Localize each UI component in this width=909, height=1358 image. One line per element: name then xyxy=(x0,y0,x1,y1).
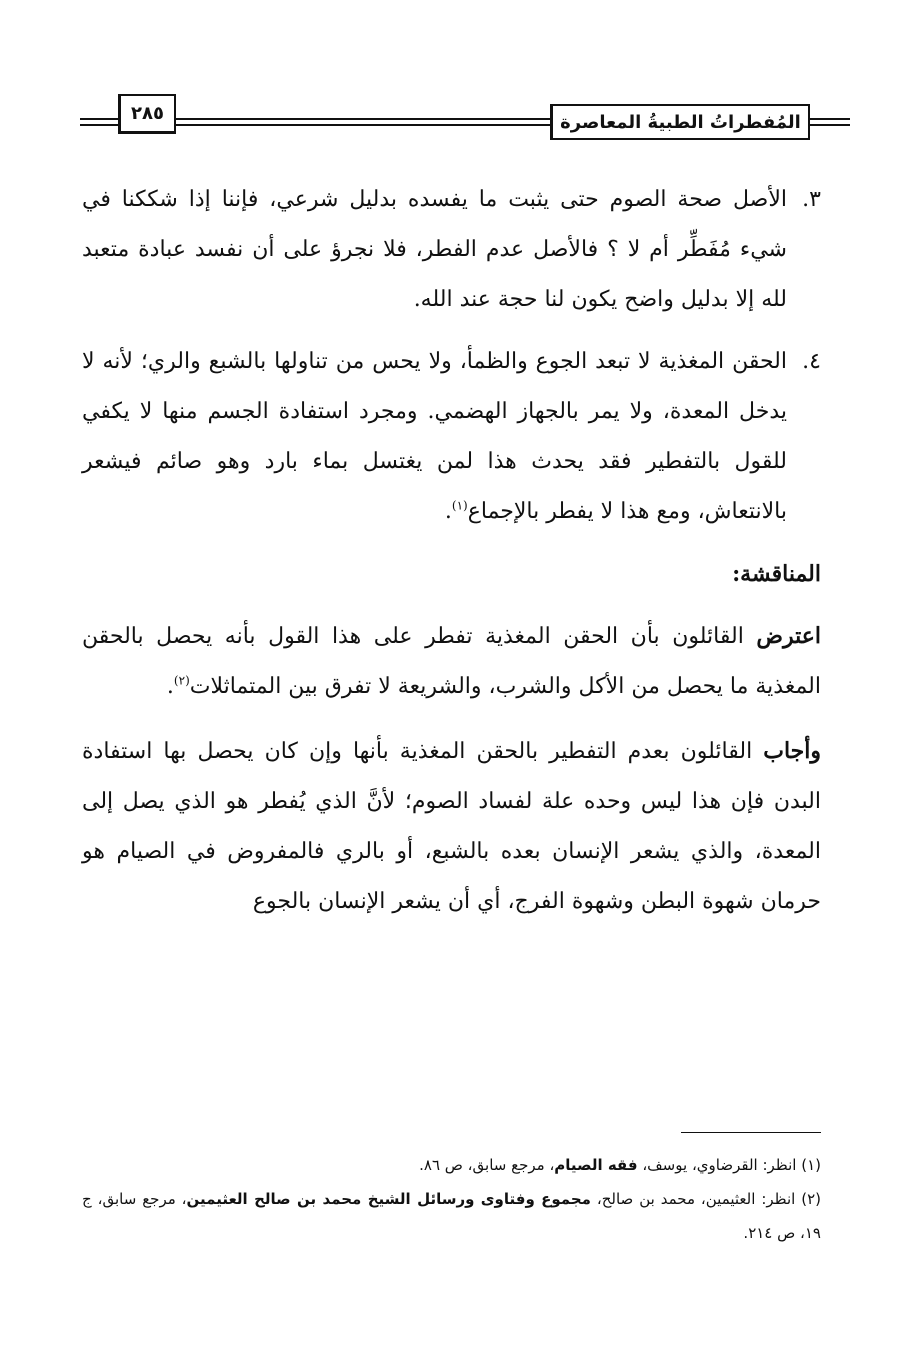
footnote-text: ، مرجع سابق، ج ١٩، ص ٢١٤. xyxy=(82,1190,821,1242)
list-item-text: الحقن المغذية لا تبعد الجوع والظمأ، ولا يحس من تناولها بالشبع والري؛ لأنه لا يدخل المعدة، ولا يمر بالجهاز الهضمي. ومجرد استفادة الجسم منها لا يكفي للقول بالتفطير فقد يحدث هذا لمن يغتسل بماء بارد وهو صائم فيشعر بالانتعاش، ومع هذا لا يفطر بالإجماع xyxy=(82,349,787,524)
sentence-end: . xyxy=(166,674,174,699)
footnote-title: فقه الصيام xyxy=(554,1156,638,1174)
paragraph-lead-word: اعترض xyxy=(756,623,821,649)
footnotes xyxy=(82,1148,821,1250)
list-item-number: ٤. xyxy=(802,349,821,374)
running-title: المُفطراتُ الطبيةُ المعاصرة xyxy=(550,104,810,140)
paragraph-text: القائلون بعدم التفطير بالحقن المغذية بأنها وإن كان يحصل بها استفادة البدن فإن هذا ليس وحده علة لفساد الصوم؛ لأنَّ الذي يُفطر هو الذي يصل إلى المعدة، والذي يشعر الإنسان بعده بالشبع، أو بالري فالمفروض في الصيام هو حرمان شهوة البطن وشهوة الفرج، أي أن يشعر الإنسان بالجوع xyxy=(82,739,821,914)
header-rule-left-2 xyxy=(80,124,118,126)
footnote-separator xyxy=(681,1132,821,1133)
footnote-reference[interactable]: (٢) xyxy=(173,673,190,688)
footnote-marker: (١) xyxy=(801,1156,821,1174)
footnote-text: انظر: القرضاوي، يوسف، xyxy=(637,1156,797,1174)
footnote xyxy=(82,1182,821,1250)
page-header xyxy=(80,88,850,148)
list-item-text: الأصل صحة الصوم حتى يثبت ما يفسده بدليل شرعي، فإننا إذا شككنا في شيء مُفَطِّر أم لا ؟ فالأصل عدم الفطر، فلا نجرؤ على أن نفسد عبادة متعبد لله إلا بدليل واضح يكون لنا حجة عند الله. xyxy=(82,187,787,312)
footnote-title: مجموع وفتاوى ورسائل الشيخ محمد بن صالح العثيمين xyxy=(186,1190,591,1208)
footnote xyxy=(82,1148,821,1182)
paragraph xyxy=(82,611,821,712)
list-item xyxy=(82,175,821,325)
section-heading: المناقشة: xyxy=(732,561,821,587)
page-number: ٢٨٥ xyxy=(118,94,176,134)
list-item xyxy=(82,337,821,537)
paragraph-text: القائلون بأن الحقن المغذية تفطر على هذا القول بأنه يحصل بالحقن المغذية ما يحصل من الأكل والشرب، والشريعة لا تفرق بين المتماثلات xyxy=(82,624,821,699)
header-rule-right-2 xyxy=(810,124,850,126)
header-rule-left-1 xyxy=(80,118,118,120)
footnote-text: انظر: العثيمين، محمد بن صالح، xyxy=(590,1190,796,1208)
paragraph xyxy=(82,726,821,927)
main-text xyxy=(82,175,821,941)
footnote-text: ، مرجع سابق، ص ٨٦. xyxy=(419,1156,555,1174)
list-item-text-wrap xyxy=(82,337,787,537)
list-item-number: ٣. xyxy=(802,187,821,212)
header-rule-middle-2 xyxy=(176,124,550,126)
header-rule-right-1 xyxy=(810,118,850,120)
paragraph-lead-word: وأجاب xyxy=(763,738,821,764)
sentence-end: . xyxy=(444,499,452,524)
footnote-marker: (٢) xyxy=(801,1190,821,1208)
footnote-reference[interactable]: (١) xyxy=(451,498,468,513)
header-rule-middle-1 xyxy=(176,118,550,120)
